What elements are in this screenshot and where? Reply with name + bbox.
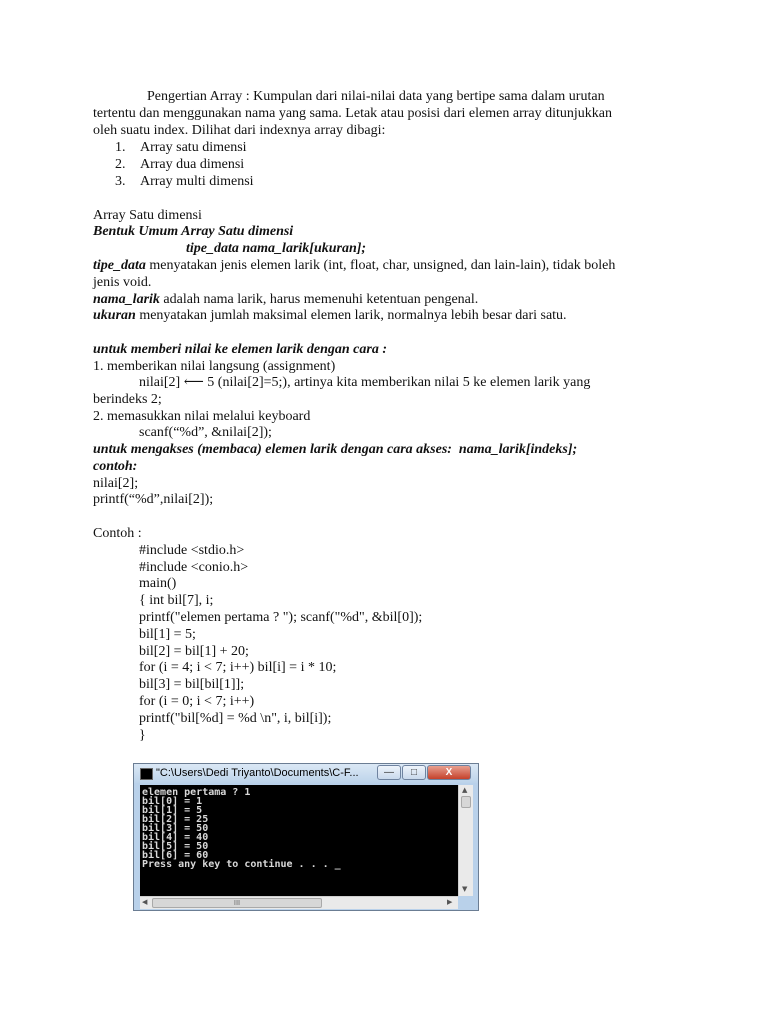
scroll-up-arrow-icon[interactable]: ▲ xyxy=(462,786,468,794)
code-line: bil[2] = bil[1] + 20; xyxy=(139,644,249,659)
ukuran-definition xyxy=(93,307,567,324)
console-output xyxy=(140,785,458,896)
intro-line-2: tertentu dan menggunakan nama yang sama. Letak atau posisi dari elemen array ditunjukkan xyxy=(93,106,612,121)
code-line: printf("elemen pertama ? "); scanf("%d", &bil[0]); xyxy=(139,610,423,625)
definition-text: menyatakan jenis elemen larik (int, float, char, unsigned, dan lain-lain), tidak boleh xyxy=(145,258,616,273)
console-line: bil[6] = 60 xyxy=(142,850,209,861)
console-line: bil[5] = 50 xyxy=(142,841,209,852)
general-form-heading: Bentuk Umum Array Satu dimensi xyxy=(93,224,294,239)
console-window xyxy=(133,763,479,911)
syntax-line: tipe_data nama_larik[ukuran]; xyxy=(186,241,367,256)
nama-larik-definition xyxy=(93,291,478,308)
code-line: for (i = 0; i < 7; i++) xyxy=(139,694,255,709)
tipe-data-definition xyxy=(93,257,615,274)
horizontal-scroll-thumb[interactable]: III xyxy=(152,898,322,908)
console-line: elemen pertama ? 1 xyxy=(142,787,251,798)
list-item: Array multi dimensi xyxy=(140,174,254,189)
list-item-number: 3. xyxy=(115,174,126,189)
code-line: for (i = 4; i < 7; i++) bil[i] = i * 10; xyxy=(139,660,337,675)
example-line: nilai[2]; xyxy=(93,476,139,491)
tipe-data-definition-cont: jenis void. xyxy=(93,275,152,290)
maximize-button[interactable]: □ xyxy=(402,765,426,780)
scroll-left-arrow-icon[interactable]: ◀ xyxy=(142,898,148,906)
scroll-right-arrow-icon[interactable]: ▶ xyxy=(447,898,453,906)
code-line: } xyxy=(139,728,146,743)
access-heading: untuk mengakses (membaca) elemen larik dengan cara akses: nama_larik[indeks]; xyxy=(93,442,578,457)
intro-line-3: oleh suatu index. Dilihat dari indexnya array dibagi: xyxy=(93,123,386,138)
code-line: #include <stdio.h> xyxy=(139,543,245,558)
section-heading: Array Satu dimensi xyxy=(93,208,202,223)
window-title: "C:\Users\Dedi Triyanto\Documents\C-F... xyxy=(156,767,359,779)
minimize-button[interactable]: — xyxy=(377,765,401,780)
close-button[interactable]: X xyxy=(427,765,471,780)
program-example-label: Contoh : xyxy=(93,526,142,541)
console-line: Press any key to continue . . . _ xyxy=(142,859,341,870)
scroll-down-arrow-icon[interactable]: ▼ xyxy=(462,885,468,893)
vertical-scroll-thumb[interactable] xyxy=(461,796,471,808)
list-item: Array dua dimensi xyxy=(140,157,245,172)
definition-text: menyatakan jumlah maksimal elemen larik, normalnya lebih besar dari satu. xyxy=(135,308,567,323)
title-bar xyxy=(134,764,478,783)
console-line: bil[2] = 25 xyxy=(142,814,209,825)
assign-heading: untuk memberi nilai ke elemen larik dengan cara : xyxy=(93,342,388,357)
assign-item-1: 1. memberikan nilai langsung (assignment) xyxy=(93,359,336,374)
example-label: contoh: xyxy=(93,459,138,474)
assign-item-2: 2. memasukkan nilai melalui keyboard xyxy=(93,409,311,424)
code-line: printf("bil[%d] = %d \n", i, bil[i]); xyxy=(139,711,332,726)
code-line: bil[1] = 5; xyxy=(139,627,196,642)
console-line: bil[3] = 50 xyxy=(142,823,209,834)
definition-text: adalah nama larik, harus memenuhi ketentuan pengenal. xyxy=(159,292,479,307)
term: nama_larik xyxy=(93,292,160,307)
assign-item-1-code: nilai[2] ⟵ 5 (nilai[2]=5;), artinya kita memberikan nilai 5 ke elemen larik yang xyxy=(139,375,591,390)
list-item-number: 1. xyxy=(115,140,126,155)
code-line: #include <conio.h> xyxy=(139,560,249,575)
assign-item-2-code: scanf(“%d”, &nilai[2]); xyxy=(139,425,272,440)
console-line: bil[0] = 1 xyxy=(142,796,203,807)
code-line: { int bil[7], i; xyxy=(139,593,214,608)
console-line: bil[1] = 5 xyxy=(142,805,203,816)
list-item-number: 2. xyxy=(115,157,126,172)
intro-line-1: Pengertian Array : Kumpulan dari nilai-nilai data yang bertipe sama dalam urutan xyxy=(147,89,605,104)
term: ukuran xyxy=(93,308,136,323)
code-line: bil[3] = bil[bil[1]]; xyxy=(139,677,245,692)
vertical-scrollbar[interactable] xyxy=(458,785,473,896)
list-item: Array satu dimensi xyxy=(140,140,247,155)
assign-item-1-cont: berindeks 2; xyxy=(93,392,162,407)
horizontal-scrollbar[interactable] xyxy=(140,896,458,909)
term: tipe_data xyxy=(93,258,146,273)
console-line: bil[4] = 40 xyxy=(142,832,209,843)
code-line: main() xyxy=(139,576,177,591)
console-app-icon xyxy=(140,768,153,780)
example-line: printf(“%d”,nilai[2]); xyxy=(93,492,214,507)
